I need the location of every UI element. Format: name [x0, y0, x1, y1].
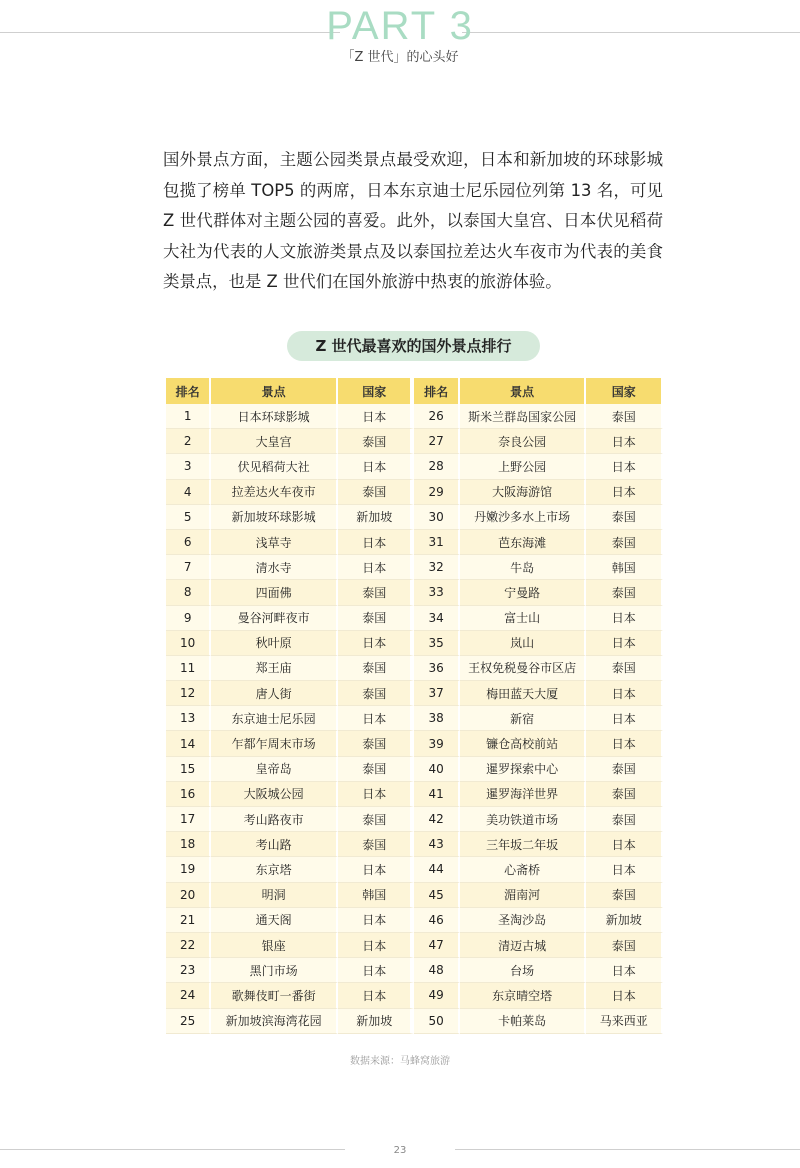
attraction-cell: 暹罗海洋世界 [460, 782, 587, 807]
attraction-cell: 考山路 [211, 832, 338, 857]
table-row [166, 832, 663, 857]
country-cell: 日本 [586, 429, 663, 454]
country-cell: 泰国 [586, 933, 663, 958]
header-rank: 排名 [166, 378, 211, 404]
attraction-cell: 郑王庙 [211, 656, 338, 681]
rank-cell: 12 [166, 681, 211, 706]
data-source: 数据来源：马蜂窝旅游 [350, 1056, 450, 1067]
rank-cell: 9 [166, 606, 211, 631]
rank-cell: 42 [414, 807, 459, 832]
attraction-cell: 曼谷河畔夜市 [211, 606, 338, 631]
attraction-cell: 歌舞伎町一番街 [211, 983, 338, 1008]
country-cell: 泰国 [338, 832, 414, 857]
rank-cell: 26 [414, 404, 459, 429]
country-cell: 泰国 [338, 480, 414, 505]
country-cell: 日本 [586, 681, 663, 706]
attraction-cell: 大阪海游馆 [460, 480, 587, 505]
table-row [166, 958, 663, 983]
header-attraction: 景点 [460, 378, 587, 404]
header-attraction: 景点 [211, 378, 338, 404]
header-rank: 排名 [414, 378, 459, 404]
country-cell: 日本 [586, 832, 663, 857]
country-cell: 日本 [338, 454, 414, 479]
attraction-cell: 奈良公园 [460, 429, 587, 454]
country-cell: 日本 [338, 958, 414, 983]
rank-cell: 18 [166, 832, 211, 857]
rank-cell: 45 [414, 883, 459, 908]
attraction-cell: 秋叶原 [211, 631, 338, 656]
country-cell: 泰国 [338, 429, 414, 454]
table-row [166, 933, 663, 958]
rank-cell: 31 [414, 530, 459, 555]
attraction-cell: 大皇宫 [211, 429, 338, 454]
attraction-cell: 浅草寺 [211, 530, 338, 555]
attraction-cell: 清水寺 [211, 555, 338, 580]
country-cell: 泰国 [586, 883, 663, 908]
country-cell: 日本 [586, 857, 663, 882]
attraction-cell: 上野公园 [460, 454, 587, 479]
country-cell: 泰国 [338, 757, 414, 782]
country-cell: 日本 [586, 631, 663, 656]
rank-cell: 37 [414, 681, 459, 706]
rank-cell: 15 [166, 757, 211, 782]
table-row [166, 580, 663, 605]
attraction-cell: 东京迪士尼乐园 [211, 706, 338, 731]
attraction-cell: 新加坡滨海湾花园 [211, 1009, 338, 1034]
attraction-cell: 明洞 [211, 883, 338, 908]
rank-cell: 10 [166, 631, 211, 656]
country-cell: 日本 [586, 731, 663, 756]
table-row [166, 983, 663, 1008]
attraction-cell: 东京塔 [211, 857, 338, 882]
rank-cell: 40 [414, 757, 459, 782]
rank-cell: 44 [414, 857, 459, 882]
table-row [166, 631, 663, 656]
rank-cell: 17 [166, 807, 211, 832]
table-row [166, 731, 663, 756]
attraction-cell: 乍都乍周末市场 [211, 731, 338, 756]
country-cell: 日本 [338, 857, 414, 882]
attraction-cell: 三年坂二年坂 [460, 832, 587, 857]
table-row [166, 429, 663, 454]
table-row [166, 454, 663, 479]
attraction-cell: 新加坡环球影城 [211, 505, 338, 530]
country-cell: 韩国 [338, 883, 414, 908]
rank-cell: 43 [414, 832, 459, 857]
country-cell: 日本 [586, 480, 663, 505]
page-header [0, 0, 800, 80]
table-title: Z 世代最喜欢的国外景点排行 [287, 331, 540, 361]
country-cell: 韩国 [586, 555, 663, 580]
country-cell: 日本 [586, 606, 663, 631]
rank-cell: 13 [166, 706, 211, 731]
rank-cell: 41 [414, 782, 459, 807]
country-cell: 新加坡 [338, 505, 414, 530]
country-cell: 泰国 [586, 807, 663, 832]
attraction-cell: 四面佛 [211, 580, 338, 605]
rank-cell: 1 [166, 404, 211, 429]
country-cell: 泰国 [586, 404, 663, 429]
rank-cell: 28 [414, 454, 459, 479]
attraction-cell: 卡帕莱岛 [460, 1009, 587, 1034]
rank-cell: 50 [414, 1009, 459, 1034]
table-body [166, 404, 663, 1034]
attraction-cell: 富士山 [460, 606, 587, 631]
attraction-cell: 圣淘沙岛 [460, 908, 587, 933]
country-cell: 泰国 [586, 656, 663, 681]
rank-cell: 6 [166, 530, 211, 555]
country-cell: 泰国 [586, 782, 663, 807]
table-row [166, 908, 663, 933]
rank-cell: 3 [166, 454, 211, 479]
attraction-cell: 王权免税曼谷市区店 [460, 656, 587, 681]
attraction-cell: 唐人街 [211, 681, 338, 706]
country-cell: 马来西亚 [586, 1009, 663, 1034]
attraction-cell: 拉差达火车夜市 [211, 480, 338, 505]
attraction-cell: 台场 [460, 958, 587, 983]
country-cell: 日本 [338, 908, 414, 933]
country-cell: 日本 [338, 983, 414, 1008]
attraction-cell: 心斋桥 [460, 857, 587, 882]
attraction-cell: 日本环球影城 [211, 404, 338, 429]
table-row [166, 757, 663, 782]
rank-cell: 7 [166, 555, 211, 580]
country-cell: 泰国 [586, 580, 663, 605]
part-subtitle: 「Z 世代」的心头好 [341, 50, 459, 65]
rank-cell: 14 [166, 731, 211, 756]
rank-cell: 29 [414, 480, 459, 505]
attraction-cell: 牛岛 [460, 555, 587, 580]
intro-paragraph: 国外景点方面，主题公园类景点最受欢迎，日本和新加坡的环球影城包揽了榜单 TOP5 的两席，日本东京迪士尼乐园位列第 13 名，可见 Z 世代群体对主题公园的喜爱。此外，以泰国大皇宫、日本伏见稻荷大社为代表的人文旅游类景点及以泰国拉差达火车夜市为代表的美食类景点，也是 Z 世代们在国外旅游中热衷的旅游体验。 [163, 150, 663, 291]
rank-cell: 33 [414, 580, 459, 605]
table-row [166, 555, 663, 580]
country-cell: 新加坡 [586, 908, 663, 933]
attraction-cell: 新宿 [460, 706, 587, 731]
rank-cell: 5 [166, 505, 211, 530]
rank-cell: 22 [166, 933, 211, 958]
rank-cell: 24 [166, 983, 211, 1008]
table-row [166, 706, 663, 731]
rank-cell: 47 [414, 933, 459, 958]
country-cell: 泰国 [586, 757, 663, 782]
rank-cell: 46 [414, 908, 459, 933]
country-cell: 日本 [586, 454, 663, 479]
country-cell: 泰国 [338, 606, 414, 631]
country-cell: 泰国 [338, 807, 414, 832]
table-row [166, 1009, 663, 1034]
attraction-cell: 美功铁道市场 [460, 807, 587, 832]
table-row [166, 681, 663, 706]
table-row [166, 404, 663, 429]
table-row [166, 883, 663, 908]
attraction-cell: 斯米兰群岛国家公园 [460, 404, 587, 429]
rank-cell: 32 [414, 555, 459, 580]
rank-cell: 25 [166, 1009, 211, 1034]
table-row [166, 505, 663, 530]
attraction-cell: 清迈古城 [460, 933, 587, 958]
rank-cell: 30 [414, 505, 459, 530]
country-cell: 日本 [586, 983, 663, 1008]
rank-cell: 36 [414, 656, 459, 681]
rank-cell: 38 [414, 706, 459, 731]
country-cell: 日本 [586, 958, 663, 983]
country-cell: 日本 [338, 706, 414, 731]
table-row [166, 480, 663, 505]
ranking-table [166, 378, 663, 1034]
part-title: PART 3 [326, 4, 474, 48]
country-cell: 泰国 [586, 505, 663, 530]
attraction-cell: 黑门市场 [211, 958, 338, 983]
rank-cell: 20 [166, 883, 211, 908]
attraction-cell: 东京晴空塔 [460, 983, 587, 1008]
table-row [166, 606, 663, 631]
rank-cell: 49 [414, 983, 459, 1008]
rank-cell: 35 [414, 631, 459, 656]
table-row [166, 807, 663, 832]
attraction-cell: 岚山 [460, 631, 587, 656]
attraction-cell: 皇帝岛 [211, 757, 338, 782]
attraction-cell: 银座 [211, 933, 338, 958]
rank-cell: 11 [166, 656, 211, 681]
rank-cell: 19 [166, 857, 211, 882]
country-cell: 泰国 [338, 681, 414, 706]
table-header-row [166, 378, 663, 404]
table-row [166, 656, 663, 681]
table-row [166, 530, 663, 555]
attraction-cell: 暹罗探索中心 [460, 757, 587, 782]
attraction-cell: 梅田蓝天大厦 [460, 681, 587, 706]
attraction-cell: 伏见稻荷大社 [211, 454, 338, 479]
country-cell: 泰国 [338, 731, 414, 756]
rank-cell: 39 [414, 731, 459, 756]
table-row [166, 782, 663, 807]
attraction-cell: 宁曼路 [460, 580, 587, 605]
country-cell: 日本 [338, 782, 414, 807]
rank-cell: 2 [166, 429, 211, 454]
rank-cell: 27 [414, 429, 459, 454]
rank-cell: 8 [166, 580, 211, 605]
header-country: 国家 [338, 378, 414, 404]
rank-cell: 23 [166, 958, 211, 983]
country-cell: 泰国 [586, 530, 663, 555]
country-cell: 日本 [338, 530, 414, 555]
country-cell: 日本 [338, 933, 414, 958]
page-number: 23 [393, 1145, 407, 1156]
attraction-cell: 湄南河 [460, 883, 587, 908]
table-row [166, 857, 663, 882]
rank-cell: 4 [166, 480, 211, 505]
rank-cell: 34 [414, 606, 459, 631]
country-cell: 日本 [338, 404, 414, 429]
attraction-cell: 大阪城公园 [211, 782, 338, 807]
country-cell: 泰国 [338, 656, 414, 681]
attraction-cell: 芭东海滩 [460, 530, 587, 555]
attraction-cell: 考山路夜市 [211, 807, 338, 832]
attraction-cell: 丹嫩沙多水上市场 [460, 505, 587, 530]
header-country: 国家 [586, 378, 663, 404]
country-cell: 新加坡 [338, 1009, 414, 1034]
attraction-cell: 通天阁 [211, 908, 338, 933]
country-cell: 日本 [586, 706, 663, 731]
country-cell: 日本 [338, 555, 414, 580]
rank-cell: 48 [414, 958, 459, 983]
country-cell: 日本 [338, 631, 414, 656]
rank-cell: 21 [166, 908, 211, 933]
rank-cell: 16 [166, 782, 211, 807]
attraction-cell: 镰仓高校前站 [460, 731, 587, 756]
country-cell: 泰国 [338, 580, 414, 605]
